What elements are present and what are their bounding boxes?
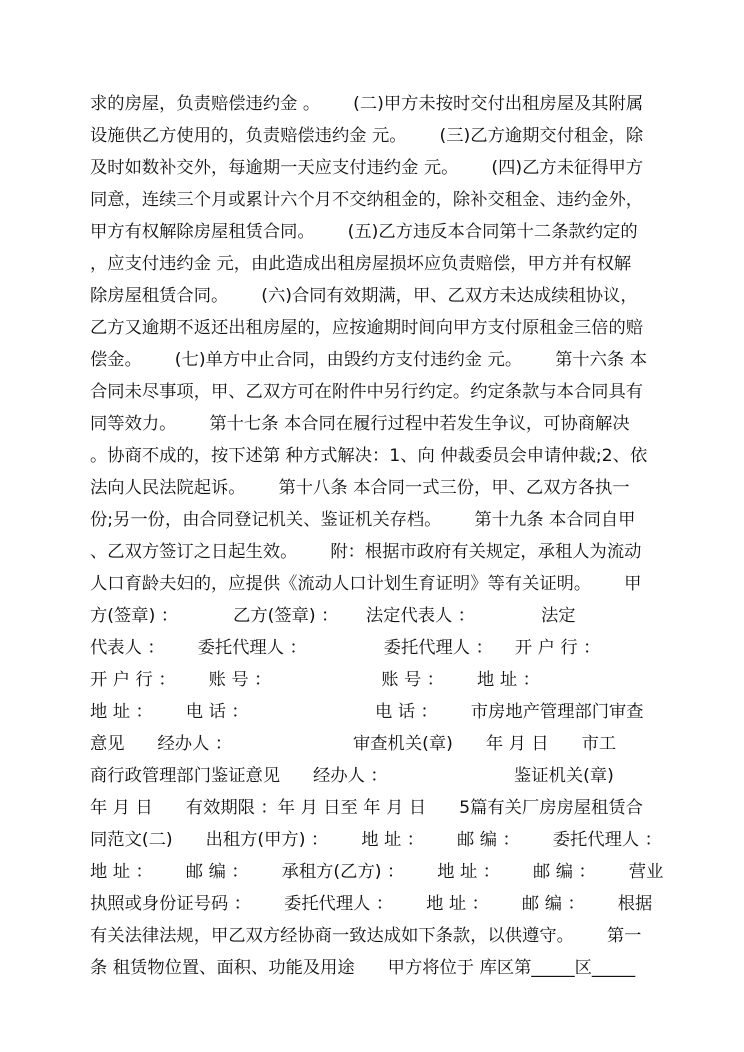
text-line: 地 址 ： 电 话 ： 电 话 ： 市房地产管理部门审查	[90, 702, 644, 722]
text-line: 人口育龄夫妇的，应提供《流动人口计划生育证明》等有关证明。 甲	[90, 574, 642, 594]
text-line: 方(签章) ： 乙方(签章) ： 法定代表人 ： 法定	[90, 606, 576, 626]
text-line: 除房屋租赁合同。 (六)合同有效期满，甲、乙双方未达成续租协议，	[90, 286, 638, 306]
text-line: 设施供乙方使用的，负责赔偿违约金 元。 (三)乙方逾期交付租金，除	[90, 126, 644, 146]
text-line: 求的房屋，负责赔偿违约金 。 (二)甲方未按时交付出租房屋及其附属	[90, 94, 644, 114]
text-line: 代表人 ： 委托代理人 ： 委托代理人 ： 开 户 行 ：	[90, 638, 601, 658]
text-line: 。协商不成的，按下述第 种方式解决：1、向 仲裁委员会申请仲裁;2、依	[90, 446, 648, 466]
text-line: 法向人民法院起诉。 第十八条 本合同一式三份，甲、乙双方各执一	[90, 478, 630, 498]
text-line: 乙方又逾期不返还出租房屋的，应按逾期时间向甲方支付原租金三倍的赔	[90, 318, 644, 338]
text-line: 及时如数补交外，每逾期一天应支付违约金 元。 (四)乙方未征得甲方	[90, 158, 644, 178]
text-line: 开 户 行 ： 账 号 ： 账 号 ： 地 址 ：	[90, 670, 540, 690]
text-line: 意见 经办人 ： 审查机关(章) 年 月 日 市工	[90, 734, 617, 754]
text-line: 执照或身份证号码 ： 委托代理人 ： 地 址 ： 邮 编 ： 根据	[90, 894, 653, 914]
text-line: 份;另一份，由合同登记机关、鉴证机关存档。 第十九条 本合同自甲	[90, 510, 636, 530]
text-line: ，应支付违约金 元，由此造成出租房屋损坏应负责赔偿，甲方并有权解	[90, 254, 632, 274]
contract-text-body	[90, 92, 664, 988]
text-line: 合同未尽事项，甲、乙双方可在附件中另行约定。约定条款与本合同具有	[90, 382, 644, 402]
text-line: 、乙双方签订之日起生效。 附：根据市政府有关规定，承租人为流动	[90, 542, 642, 562]
text-line: 年 月 日 有效期限 ：年 月 日至 年 月 日 5篇有关厂房房屋租赁合	[90, 798, 643, 818]
text-line: 地 址 ： 邮 编 ： 承租方(乙方) ： 地 址 ： 邮 编 ： 营业	[90, 862, 664, 882]
text-line: 条 租赁物位置、面积、功能及用途 甲方将位于 库区第_____区_____	[90, 958, 636, 978]
text-line: 偿金。 (七)单方中止合同，由毁约方支付违约金 元。 第十六条 本	[90, 350, 647, 370]
text-line: 甲方有权解除房屋租赁合同。 (五)乙方违反本合同第十二条款约定的	[90, 222, 638, 242]
text-line: 同范文(二) 出租方(甲方) ： 地 址 ： 邮 编 ： 委托代理人 ：	[90, 830, 662, 850]
text-line: 有关法律法规，甲乙双方经协商一致达成如下条款，以供遵守。 第一	[90, 926, 642, 946]
text-line: 同意，连续三个月或累计六个月不交纳租金的，除补交租金、违约金外，	[90, 190, 644, 210]
text-line: 商行政管理部门鉴证意见 经办人 ： 鉴证机关(章)	[90, 766, 614, 786]
text-line: 同等效力。 第十七条 本合同在履行过程中若发生争议，可协商解决	[90, 414, 630, 434]
